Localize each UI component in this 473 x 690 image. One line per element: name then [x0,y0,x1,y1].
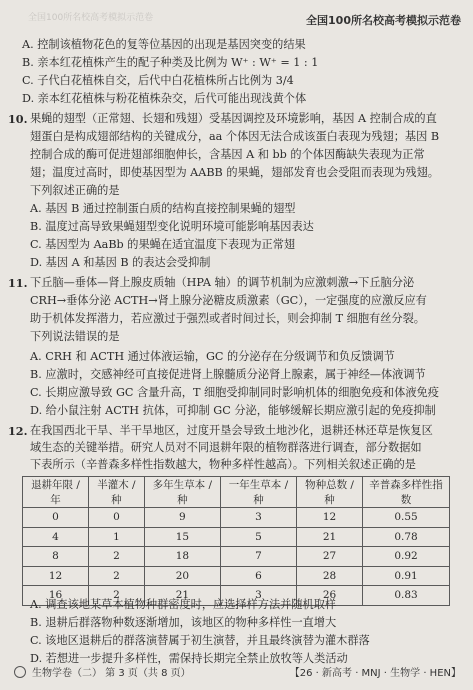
header-faint-text: 全国100所名校高考模拟示范卷 [28,13,154,23]
q10-option-a: A. 基因 B 通过控制蛋白质的结构直接控制果蝇的翅型 [30,202,296,215]
table-cell: 0 [89,508,145,528]
table-cell: 2 [89,566,145,586]
table-cell: 4 [23,527,89,547]
q11-option-c: C. 长期应激导致 GC 含量升高，T 细胞受抑制同时影响机体的细胞免疫和体液免疫 [30,386,439,399]
table-header-cell: 物种总数 / 种 [297,477,363,508]
table-cell: 0.92 [363,547,450,567]
publisher-logo-icon [14,666,26,678]
table-cell: 0.91 [363,566,450,586]
q10-stem-line: 翅；温度过高时，即使基因型为 AABB 的果蝇，翅部发育也会受阻而表现为残翅。 [30,166,439,179]
table-cell: 7 [220,547,296,567]
table-cell: 3 [220,586,296,606]
q12-option-a: A. 调查该地某草本植物种群密度时，应选择样方法并随机取样 [30,598,337,611]
table-cell: 20 [144,566,220,586]
q11-stem-line: CRH→垂体分泌 ACTH→肾上腺分泌糖皮质激素（GC），一定强度的应激反应有 [30,294,427,307]
q9-option-a: A. 控制该植物花色的复等位基因的出现是基因突变的结果 [22,38,306,51]
table-cell: 9 [144,508,220,528]
q11-option-d: D. 给小鼠注射 ACTH 抗体，可抑制 GC 分泌，能够缓解长期应激引起的免疫抑制 [30,404,436,417]
table-cell: 0.55 [363,508,450,528]
page-footer [10,662,463,680]
table-cell: 8 [23,547,89,567]
q11-number: 11. [8,276,28,290]
table-cell: 21 [297,527,363,547]
q12-stem-line: 域生态的关键举措。研究人员对不同退耕年限的植物群落进行调查，部分数据如 [30,441,422,454]
q10-option-c: C. 基因型为 AaBb 的果蝇在适宜温度下表现为正常翅 [30,238,296,251]
q10-stem-line: 翅蛋白是构成翅部结构的关键成分，aa 个体因无法合成该蛋白表现为残翅；基因 B [30,130,440,143]
succession-data-table [22,476,450,606]
table-cell: 6 [220,566,296,586]
table-cell: 18 [144,547,220,567]
table-cell: 1 [89,527,145,547]
q11-stem-line: 下丘脑—垂体—肾上腺皮质轴（HPA 轴）的调节机制为应激刺激→下丘脑分泌 [30,276,415,289]
q11-option-b: B. 应激时，交感神经可直接促进肾上腺髓质分泌肾上腺素，属于神经—体液调节 [30,368,426,381]
table-cell: 15 [144,527,220,547]
q12-stem-line: 下表所示（辛普森多样性指数越大，物种多样性越高）。下列相关叙述正确的是 [30,458,416,471]
q9-option-b: B. 亲本红花植株产生的配子种类及比例为 W⁺ : W⁺ = 1 : 1 [22,56,319,69]
q11-stem-line: 助于机体发挥潜力，若应激过于强烈或者时间过长，则会抑制 T 细胞有丝分裂。 [30,312,425,325]
q10-stem-line: 下列叙述正确的是 [30,184,120,197]
table-cell: 0 [23,508,89,528]
q12-option-d: D. 若想进一步提升多样性，需保持长期完全禁止放牧等人类活动 [30,652,348,665]
q12-number: 12. [8,424,28,438]
footer-left: 生物学卷（二） 第 3 页（共 8 页） [14,664,191,679]
table-cell: 3 [220,508,296,528]
table-cell: 5 [220,527,296,547]
table-header-cell: 辛普森多样性指数 [363,477,450,508]
q10-number: 10. [8,112,28,126]
q12-option-c: C. 该地区退耕后的群落演替属于初生演替，并且最终演替为灌木群落 [30,634,370,647]
table-cell: 0.83 [363,586,450,606]
q10-stem-line: 控制合成的酶可促进翅部细胞伸长，含基因 A 和 bb 的个体因酶缺失表现为正常 [30,148,425,161]
q10-option-d: D. 基因 A 和基因 B 的表达会受抑制 [30,256,211,269]
page-header: 全国100所名校高考模拟示范卷 [306,14,461,27]
table-cell: 27 [297,547,363,567]
table-cell: 2 [89,586,145,606]
table-row [23,566,450,586]
table-cell: 12 [297,508,363,528]
table-cell: 26 [297,586,363,606]
table-cell: 2 [89,547,145,567]
q12-option-b: B. 退耕后群落物种数逐渐增加，该地区的物种多样性一直增大 [30,616,337,629]
q12-stem-line: 在我国西北干旱、半干旱地区，过度开垦会导致土地沙化，退耕还林还草是恢复区 [30,424,433,437]
table-cell: 28 [297,566,363,586]
q11-stem-line: 下列说法错误的是 [30,330,120,343]
table-cell: 21 [144,586,220,606]
q9-option-c: C. 子代白花植株自交，后代中白花植株所占比例为 3/4 [22,74,294,87]
table-header-cell: 一年生草本 / 种 [220,477,296,508]
table-header-cell: 退耕年限 / 年 [23,477,89,508]
table-cell: 0.78 [363,527,450,547]
q9-option-d: D. 亲本红花植株与粉花植株杂交，后代可能出现浅黄个体 [22,92,307,105]
table-header-cell: 半灌木 / 种 [89,477,145,508]
q10-stem-line: 果蝇的翅型（正常翅、长翅和残翅）受基因调控及环境影响，基因 A 控制合成的直 [30,112,437,125]
table-row [23,547,450,567]
table-cell: 16 [23,586,89,606]
table-cell: 12 [23,566,89,586]
table-row [23,527,450,547]
footer-right: 【26 · 新高考 · MNJ · 生物学 · HEN】 [289,668,461,679]
q10-option-b: B. 温度过高导致果蝇翅型变化说明环境可能影响基因表达 [30,220,314,233]
q11-option-a: A. CRH 和 ACTH 通过体液运输，GC 的分泌存在分级调节和负反馈调节 [30,350,395,363]
table-header-cell: 多年生草本 / 种 [144,477,220,508]
table-header-row [23,477,450,508]
table-row [23,508,450,528]
